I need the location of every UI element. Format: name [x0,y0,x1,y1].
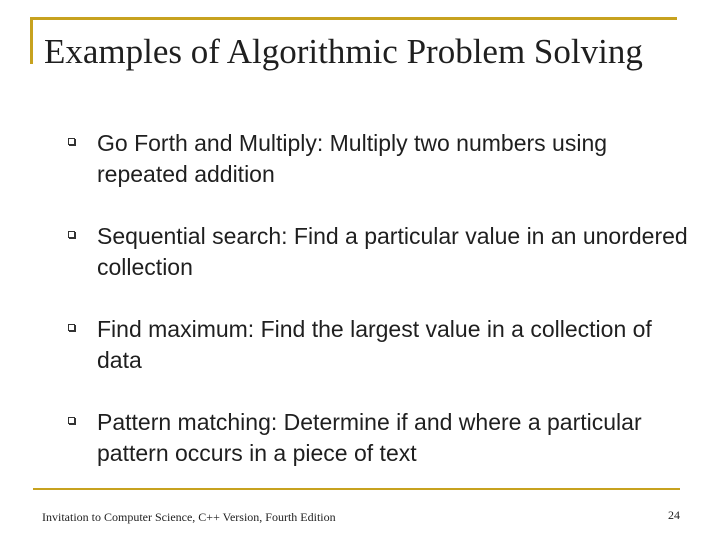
bullet-item [68,221,698,314]
square-bullet-icon [68,138,75,145]
square-bullet-icon [68,324,75,331]
square-bullet-icon [68,417,75,424]
bullet-text: Sequential search: Find a particular value in an unordered collection [97,223,688,280]
bullet-item [68,128,698,221]
bullet-item [68,407,698,500]
page-number: 24 [668,508,680,522]
title-frame-top-rule [30,17,677,20]
footer-source: Invitation to Computer Science, C++ Version, Fourth Edition [42,510,336,524]
square-bullet-icon [68,231,75,238]
footer-rule [33,488,680,490]
bullet-text: Pattern matching: Determine if and where a particular pattern occurs in a piece of text [97,409,642,466]
slide-title: Examples of Algorithmic Problem Solving [44,32,643,71]
bullet-text: Find maximum: Find the largest value in a collection of data [97,316,652,373]
bullet-item [68,314,698,407]
bullet-text: Go Forth and Multiply: Multiply two numbers using repeated addition [97,130,608,187]
bullet-list [68,128,698,500]
title-frame-left-rule [30,17,33,64]
